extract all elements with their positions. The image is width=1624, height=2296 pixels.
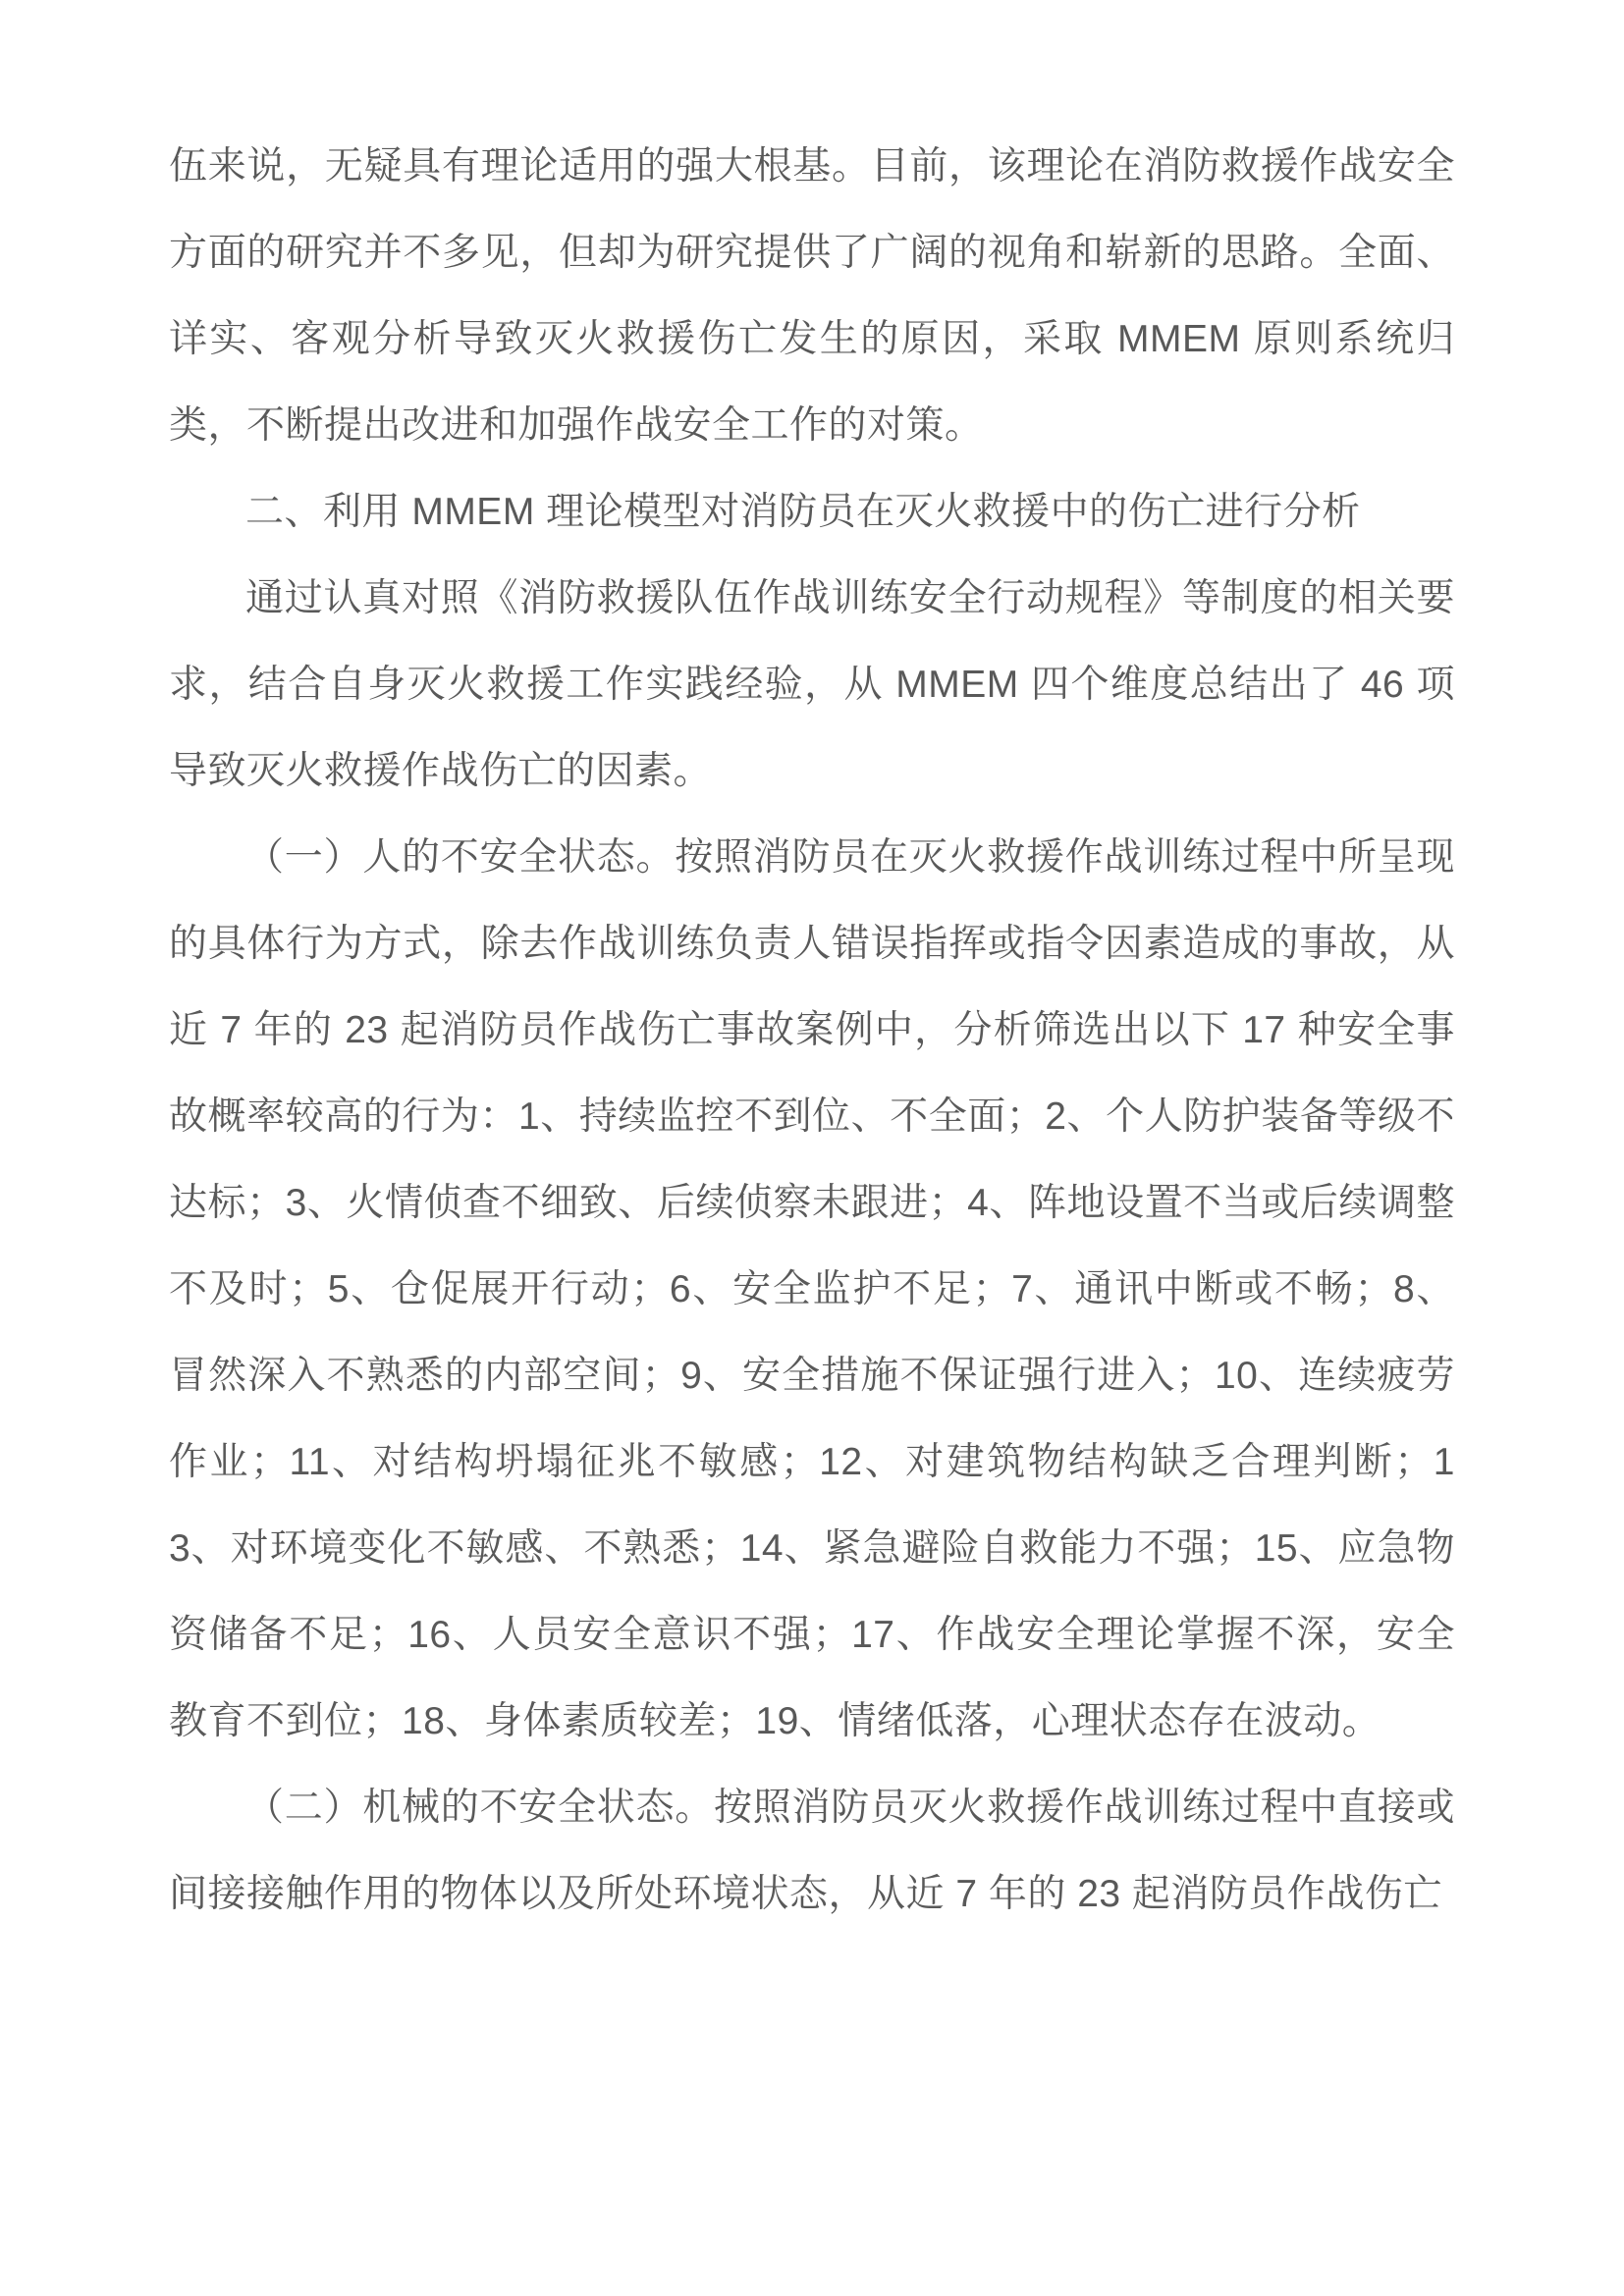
section-heading: 二、利用 MMEM 理论模型对消防员在灭火救援中的伤亡进行分析 — [245, 491, 1361, 533]
paragraph: 通过认真对照《消防救援队伍作战训练安全行动规程》等制度的相关要求，结合自身灭火救援工作实践经验，从 MMEM 四个维度总结出了 46 项导致灭火救援作战伤亡的因素。 — [169, 577, 1455, 792]
paragraph: （一）人的不安全状态。按照消防员在灭火救援作战训练过程中所呈现的具体行为方式，除去作战训练负责人错误指挥或指令因素造成的事故，从近 7 年的 23 起消防员作战伤亡事故案例中，分析筛选出以下 17 种安全事故概率较高的行为：1、持续监控不到位、不全面；2、个人防护装备等级不达标；3、火情侦查不细致、后续侦察未跟进；4、阵地设置不当或后续调整不及时；5、仓促展开行动；6、安全监护不足；7、通讯中断或不畅；8、冒然深入不熟悉的内部空间；9、安全措施不保证强行进入；10、连续疲劳作业；11、对结构坍塌征兆不敏感；12、对建筑物结构缺乏合理判断；13、对环境变化不敏感、不熟悉；14、紧急避险自救能力不强；15、应急物资储备不足；16、人员安全意识不强；17、作战安全理论掌握不深，安全教育不到位；18、身体素质较差；19、情绪低落，心理状态存在波动。 — [169, 836, 1455, 1742]
paragraph: （二）机械的不安全状态。按照消防员灭火救援作战训练过程中直接或间接接触作用的物体以及所处环境状态，从近 7 年的 23 起消防员作战伤亡 — [169, 1787, 1455, 1915]
document-body — [169, 124, 1455, 1938]
paragraph: 伍来说，无疑具有理论适用的强大根基。目前，该理论在消防救援作战安全方面的研究并不多见，但却为研究提供了广阔的视角和崭新的思路。全面、详实、客观分析导致灭火救援伤亡发生的原因，采取 MMEM 原则系统归类，不断提出改进和加强作战安全工作的对策。 — [169, 145, 1455, 447]
